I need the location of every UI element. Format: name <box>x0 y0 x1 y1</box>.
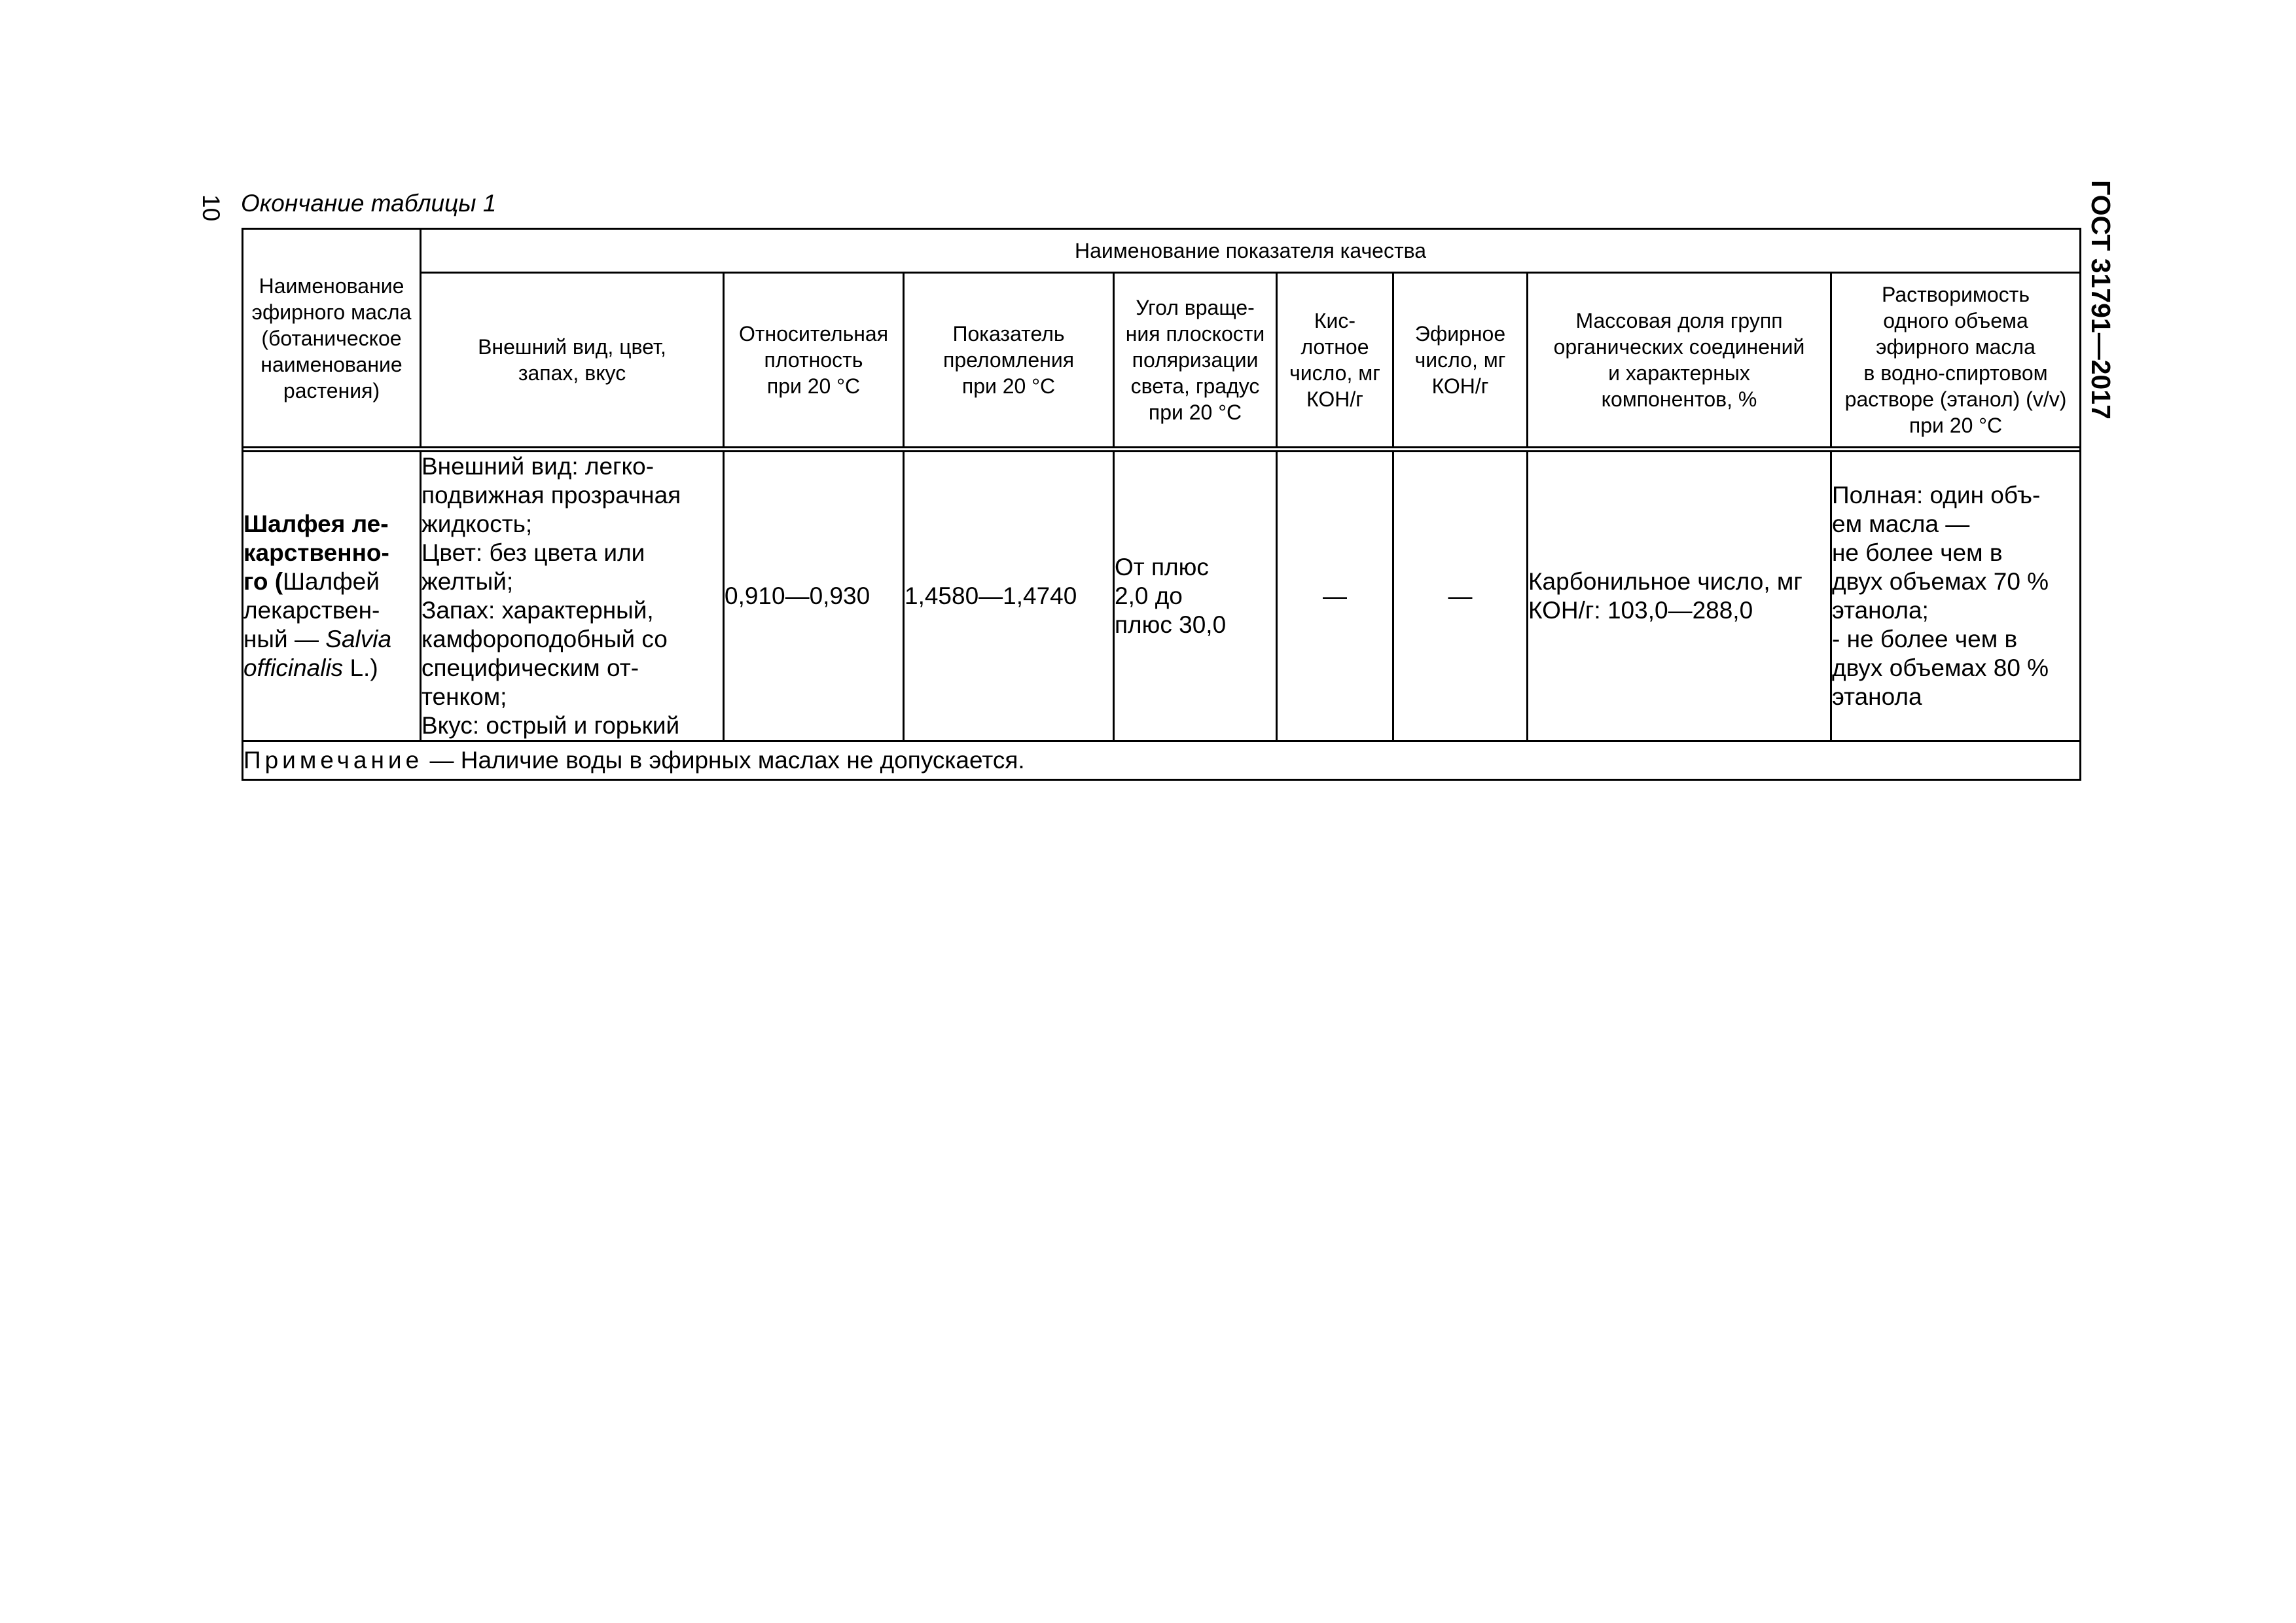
header-line: эфирного масла <box>1876 335 2036 359</box>
appearance-line: Вкус: острый и горький <box>422 712 680 739</box>
header-line: Кис- <box>1314 309 1356 332</box>
acid-number-value: — <box>1323 582 1347 609</box>
oil-name-mixed-line <box>243 567 420 596</box>
note-text: — Наличие воды в эфирных маслах не допускается. <box>423 747 1025 774</box>
header-quality-group: Наименование показателя качества <box>421 229 2081 273</box>
appearance-line: тенком; <box>422 683 507 710</box>
header-line: при 20 °С <box>961 374 1056 398</box>
cell-acid-number <box>1277 452 1393 741</box>
header-line: запах, вкус <box>518 361 626 385</box>
note-row <box>243 741 2081 780</box>
header-line: органических соединений <box>1553 335 1805 359</box>
ester-number-value: — <box>1448 582 1473 609</box>
header-line: при 20 °С <box>766 374 861 398</box>
oil-name-latin-part: officinalis <box>243 654 344 681</box>
solubility-line: не более чем в <box>1832 539 2003 566</box>
header-line: Внешний вид, цвет, <box>478 335 666 359</box>
solubility-line: двух объемах 80 % <box>1832 654 2049 681</box>
solubility-line: ем масла — <box>1832 510 1970 537</box>
appearance-line: подвижная прозрачная <box>422 482 681 508</box>
solubility-line: этанола <box>1832 683 1922 710</box>
header-line: поляризации <box>1132 348 1259 372</box>
header-line: Показатель <box>952 322 1065 346</box>
header-line: света, градус <box>1130 374 1260 398</box>
appearance-line: жидкость; <box>422 510 533 537</box>
cell-density <box>724 452 904 741</box>
oil-name-bold-line: Шалфея ле- <box>243 510 389 537</box>
density-value: 0,910—0,930 <box>725 582 870 609</box>
header-line: компонентов, % <box>1601 387 1757 411</box>
header-refraction <box>904 273 1114 448</box>
appearance-line: Запах: характерный, <box>422 597 654 624</box>
header-line: и характерных <box>1608 361 1750 385</box>
cell-ester-number <box>1393 452 1528 741</box>
mass-fraction-line: КОН/г: 103,0—288,0 <box>1528 597 1753 624</box>
header-line: (ботаническое <box>261 326 402 350</box>
cell-refraction <box>904 452 1114 741</box>
header-line: ния плоскости <box>1125 322 1265 346</box>
header-line: эфирного масла <box>251 300 412 324</box>
solubility-line: этанола; <box>1832 597 1929 624</box>
appearance-line: желтый; <box>422 568 514 595</box>
header-row-columns <box>243 273 2081 448</box>
cell-solubility <box>1831 452 2081 741</box>
table-caption: Окончание таблицы 1 <box>241 190 497 217</box>
header-line: Эфирное <box>1414 322 1506 346</box>
appearance-line: специфическим от- <box>422 654 639 681</box>
header-solubility <box>1831 273 2081 448</box>
cell-appearance <box>421 452 724 741</box>
standard-code: ГОСТ 31791—2017 <box>2086 180 2116 419</box>
header-row-top <box>243 229 2081 273</box>
header-line: Угол враще- <box>1136 296 1255 319</box>
header-line: растворе (этанол) (v/v) <box>1844 387 2067 411</box>
note-label: Примечание <box>243 747 423 774</box>
header-line: при 20 °С <box>1148 401 1242 424</box>
header-line: Массовая доля групп <box>1575 309 1783 332</box>
header-line: лотное <box>1300 335 1369 359</box>
solubility-line: - не более чем в <box>1832 626 2018 652</box>
oil-name-plain-line: лекарствен- <box>243 597 380 624</box>
header-line: в водно-спиртовом <box>1863 361 2048 385</box>
rotation-line: 2,0 до <box>1115 582 1183 609</box>
appearance-line: Цвет: без цвета или <box>422 539 645 566</box>
refraction-value: 1,4580—1,4740 <box>905 582 1077 609</box>
header-mass-fraction <box>1528 273 1831 448</box>
oil-name-plain-part: Шалфей <box>283 568 380 595</box>
mass-fraction-line: Карбонильное число, мг <box>1528 568 1803 595</box>
header-appearance <box>421 273 724 448</box>
oil-name-latin-line <box>243 654 420 683</box>
header-line: преломления <box>942 348 1075 372</box>
solubility-line: двух объемах 70 % <box>1832 568 2049 595</box>
cell-mass-fraction <box>1528 452 1831 741</box>
solubility-line: Полная: один объ- <box>1832 482 2041 508</box>
header-line: Растворимость <box>1882 283 2030 306</box>
header-density <box>724 273 904 448</box>
header-ester-number <box>1393 273 1528 448</box>
header-line: растения) <box>283 378 380 402</box>
header-line: КОН/г <box>1431 374 1489 398</box>
header-rotation <box>1114 273 1277 448</box>
header-oil-name <box>243 229 421 448</box>
oil-name-suffix: L.) <box>343 654 378 681</box>
quality-table <box>242 228 2081 781</box>
note-cell <box>243 741 2081 780</box>
header-line: при 20 °С <box>1909 414 2003 437</box>
header-acid-number <box>1277 273 1393 448</box>
header-line: число, мг <box>1414 348 1506 372</box>
oil-name-latin-part: Salvia <box>325 626 392 652</box>
cell-oil-name <box>243 452 421 741</box>
oil-name-bold-line: карственно- <box>243 539 389 566</box>
header-line: одного объема <box>1883 309 2028 332</box>
header-line: число, мг <box>1289 361 1380 385</box>
oil-name-bold-part: го ( <box>243 568 283 595</box>
table-row <box>243 452 2081 741</box>
header-line: КОН/г <box>1306 387 1363 411</box>
oil-name-plain-part: ный — <box>243 626 326 652</box>
header-line: плотность <box>764 348 863 372</box>
rotation-line: От плюс <box>1115 554 1209 580</box>
appearance-line: камфороподобный со <box>422 626 668 652</box>
rotation-line: плюс 30,0 <box>1115 611 1227 638</box>
header-line: Относительная <box>738 322 889 346</box>
header-line: наименование <box>260 352 403 376</box>
page-number: 10 <box>198 194 224 222</box>
oil-name-latin-line <box>243 625 420 654</box>
cell-rotation <box>1114 452 1277 741</box>
appearance-line: Внешний вид: легко- <box>422 453 655 480</box>
header-line: Наименование <box>259 274 404 298</box>
